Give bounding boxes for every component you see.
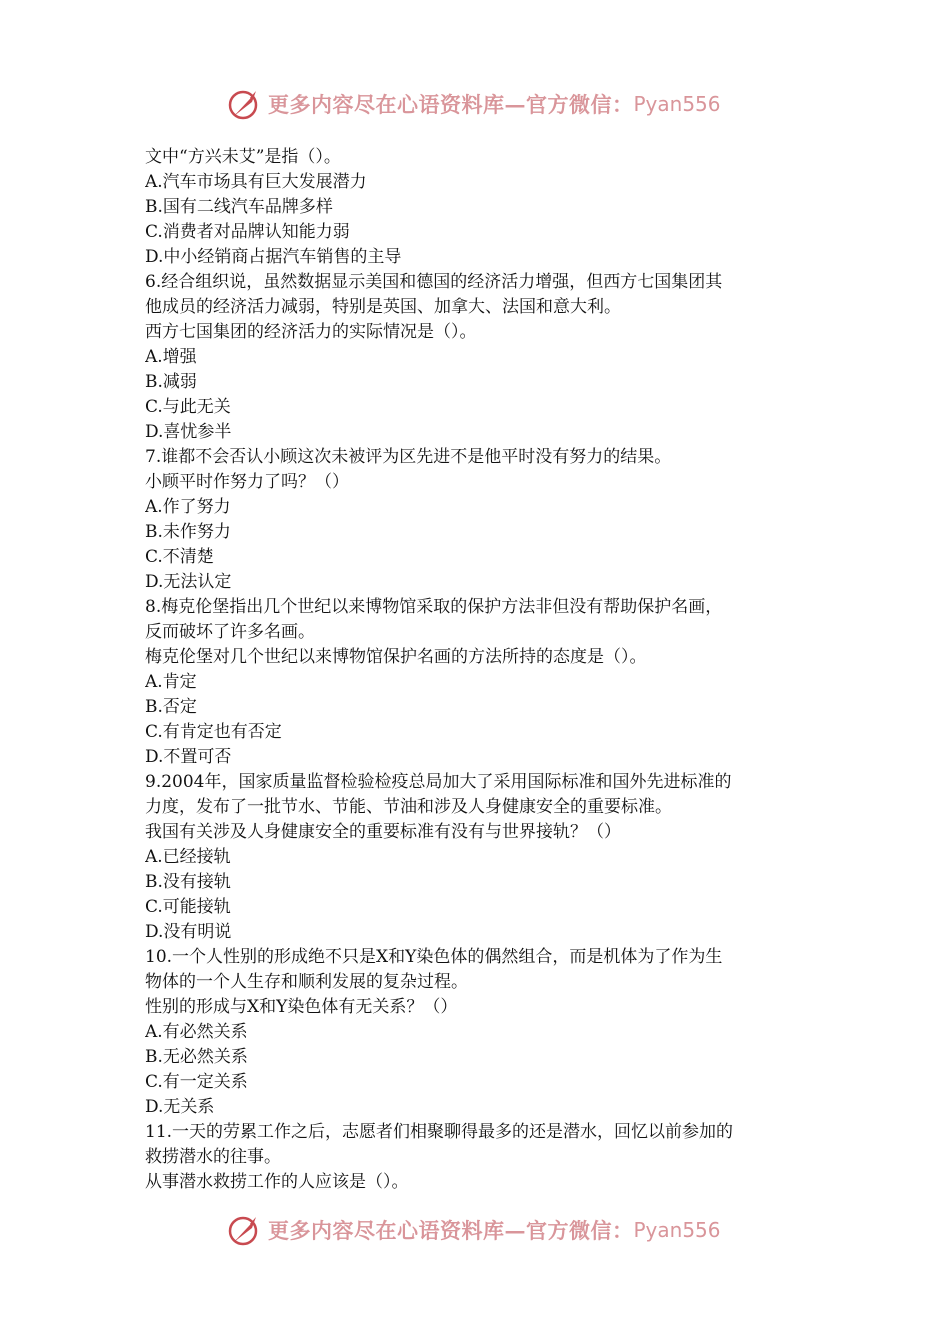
document-body [145, 145, 810, 1195]
text-line: D.中小经销商占据汽车销售的主导 [145, 247, 402, 267]
text-line: B.无必然关系 [145, 1047, 248, 1067]
text-line: 西方七国集团的经济活力的实际情况是（）。 [145, 322, 477, 342]
text-line: 7.谁都不会否认小顾这次未被评为区先进不是他平时没有努力的结果。 [145, 447, 672, 467]
text-line: 他成员的经济活力减弱，特别是英国、加拿大、法国和意大利。 [145, 297, 621, 317]
header-banner [226, 84, 726, 124]
text-line: 9.2004年，国家质量监督检验检疫总局加大了采用国际标准和国外先进标准的 [145, 772, 732, 792]
text-line: A.汽车市场具有巨大发展潜力 [145, 172, 367, 192]
text-line: 从事潜水救捞工作的人应该是（）。 [145, 1172, 409, 1192]
text-line: 10.一个人性别的形成绝不只是X和Y染色体的偶然组合，而是机体为了作为生 [145, 947, 723, 967]
text-line: 小顾平时作努力了吗？（） [145, 472, 349, 492]
text-line: C.可能接轨 [145, 897, 231, 917]
text-line: D.不置可否 [145, 747, 232, 767]
banner-text: 更多内容尽在心语资料库—官方微信： [268, 1218, 634, 1243]
text-line: B.国有二线汽车品牌多样 [145, 197, 333, 217]
text-line: A.作了努力 [145, 497, 231, 517]
text-line: B.没有接轨 [145, 872, 231, 892]
quill-logo-icon [226, 86, 262, 122]
text-line: C.与此无关 [145, 397, 231, 417]
text-line: D.没有明说 [145, 922, 232, 942]
text-line: 梅克伦堡对几个世纪以来博物馆保护名画的方法所持的态度是（）。 [145, 647, 647, 667]
text-line: C.有一定关系 [145, 1072, 248, 1092]
text-line: A.肯定 [145, 672, 197, 692]
text-line: 救捞潜水的往事。 [145, 1147, 281, 1167]
text-line: C.不清楚 [145, 547, 214, 567]
text-line: C.有肯定也有否定 [145, 722, 282, 742]
text-line: 物体的一个人生存和顺利发展的复杂过程。 [145, 972, 468, 992]
text-line: 11.一天的劳累工作之后，志愿者们相聚聊得最多的还是潜水，回忆以前参加的 [145, 1122, 734, 1142]
text-line: 我国有关涉及人身健康安全的重要标准有没有与世界接轨？（） [145, 822, 621, 842]
text-line: 性别的形成与X和Y染色体有无关系？（） [145, 997, 458, 1017]
text-line: D.无关系 [145, 1097, 215, 1117]
text-line: B.否定 [145, 697, 197, 717]
banner-wechat-id: Pyan556 [633, 1218, 721, 1242]
text-line: D.无法认定 [145, 572, 232, 592]
banner-text: 更多内容尽在心语资料库—官方微信： [268, 92, 634, 117]
text-line: 6.经合组织说，虽然数据显示美国和德国的经济活力增强，但西方七国集团其 [145, 272, 723, 292]
banner-wechat-id: Pyan556 [633, 92, 721, 116]
text-line: 力度，发布了一批节水、节能、节油和涉及人身健康安全的重要标准。 [145, 797, 672, 817]
footer-banner [226, 1210, 726, 1250]
text-line: C.消费者对品牌认知能力弱 [145, 222, 350, 242]
quill-logo-icon [226, 1212, 262, 1248]
text-line: B.未作努力 [145, 522, 231, 542]
text-line: A.增强 [145, 347, 197, 367]
text-line: D.喜忧参半 [145, 422, 232, 442]
text-line: 8.梅克伦堡指出几个世纪以来博物馆采取的保护方法非但没有帮助保护名画， [145, 597, 723, 617]
text-line: A.已经接轨 [145, 847, 231, 867]
text-line: 反而破坏了许多名画。 [145, 622, 315, 642]
text-line: 文中“方兴未艾”是指（）。 [145, 147, 341, 167]
text-line: A.有必然关系 [145, 1022, 248, 1042]
text-line: B.减弱 [145, 372, 197, 392]
